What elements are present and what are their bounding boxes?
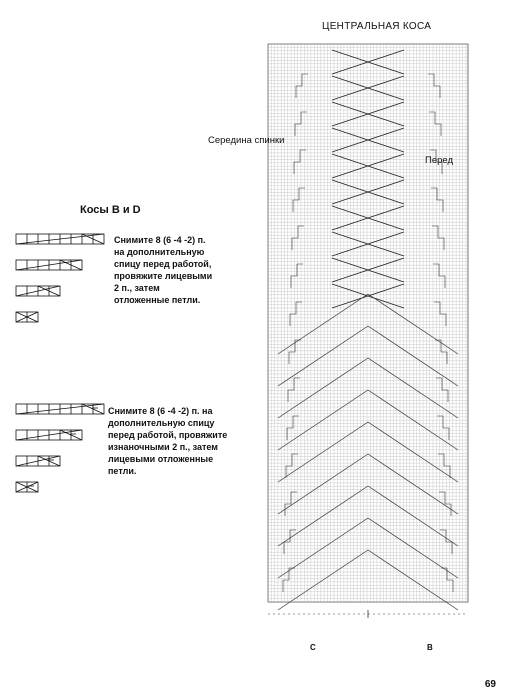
instruction-1-line: спицу перед работой, [114, 259, 212, 269]
section-heading: Косы B и D [80, 204, 141, 216]
step-outline [433, 264, 445, 288]
chevron-line [278, 326, 458, 386]
step-outline [435, 340, 447, 364]
page-number: 69 [484, 679, 496, 690]
bottom-label-c: C [310, 643, 316, 652]
callout-back-middle: Середина спинки [208, 135, 285, 146]
instruction-2 [108, 405, 258, 477]
step-outline [429, 112, 441, 136]
step-outline [293, 188, 305, 212]
instruction-2-line: изнаночными 2 п., затем [108, 442, 218, 452]
instruction-1-line: провяжите лицевыми [114, 271, 213, 281]
step-outline [291, 264, 303, 288]
instruction-1-line: на дополнительную [114, 247, 205, 257]
step-outline [288, 378, 300, 402]
instruction-1 [114, 234, 244, 306]
step-outline [284, 530, 296, 554]
knitting-chart [262, 40, 472, 632]
cable-symbols-1 [12, 232, 108, 326]
step-outline [290, 302, 302, 326]
step-outline [292, 226, 304, 250]
instruction-2-line: петли. [108, 466, 137, 476]
step-outline [289, 340, 301, 364]
chevron-line [278, 358, 458, 418]
step-outline [434, 302, 446, 326]
instruction-2-line: перед работой, провяжите [108, 430, 228, 440]
bottom-label-b: B [427, 643, 433, 652]
chevron-line [278, 518, 458, 578]
chevron-line [278, 294, 458, 354]
callout-front: Перед [425, 155, 454, 166]
instruction-2-line: дополнительную спицу [108, 418, 215, 428]
step-outline [439, 492, 451, 516]
step-outline [431, 188, 443, 212]
step-outline [440, 530, 452, 554]
instruction-1-line: отложенные петли. [114, 295, 201, 305]
instruction-2-line: Снимите 8 (6 -4 -2) п. на [108, 406, 213, 416]
step-outline [432, 226, 444, 250]
step-outline [438, 454, 450, 478]
instruction-2-line: лицевыми отложенные [108, 454, 214, 464]
cable-symbols-2 [12, 402, 108, 496]
chart-title: ЦЕНТРАЛЬНАЯ КОСА [322, 21, 432, 32]
chevron-line [278, 550, 458, 610]
chevron-line [278, 390, 458, 450]
instruction-1-line: Снимите 8 (6 -4 -2) п. [114, 235, 206, 245]
step-outline [287, 416, 299, 440]
instruction-1-line: 2 п., затем [114, 283, 160, 293]
